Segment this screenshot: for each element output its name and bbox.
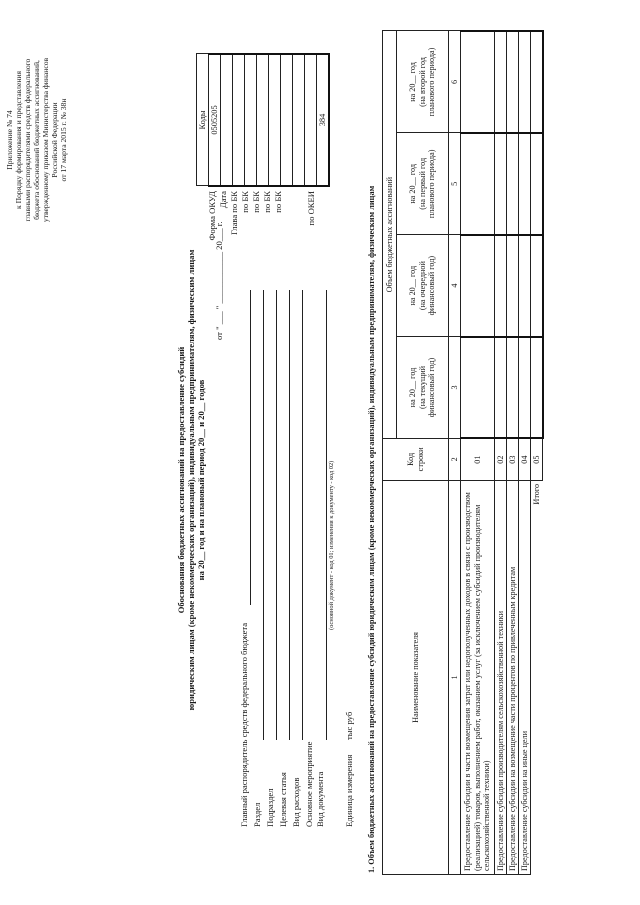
header-line: планового периода) (427, 47, 437, 117)
header-line: (на второй год (417, 57, 427, 107)
codes-header: Коды (197, 54, 209, 186)
header-year-plan-2 (397, 31, 449, 133)
value-cell (519, 133, 531, 235)
title-line-1: Обоснования бюджетных ассигнований на предоставление субсидий (176, 346, 186, 614)
header-line: финансовый год) (427, 255, 437, 316)
value-cell (507, 133, 519, 235)
appendix-block (6, 25, 69, 255)
code-label (295, 191, 306, 295)
row-name: Предоставление субсидии производителям сельскохозяйственной техники (495, 480, 507, 874)
column-number: 1 (449, 480, 461, 874)
code-label: по БК (262, 191, 272, 213)
code-cell (245, 54, 257, 186)
field-line-document-type (326, 290, 327, 740)
field-label-expense-type: Вид расходов (291, 777, 301, 827)
header-indicator-name: Наименование показателя (383, 480, 449, 874)
row-code: 03 (507, 438, 519, 480)
code-label: Глава по БК (229, 191, 239, 236)
field-line-subsection (276, 290, 277, 740)
column-number: 4 (449, 235, 461, 337)
title-line-3: на 20__ год и на плановый период 20__ и 20__ годов (195, 379, 206, 581)
value-cell (531, 31, 543, 133)
value-cell (495, 337, 507, 439)
column-number: 3 (449, 337, 461, 439)
appendix-line: бюджета обоснований бюджетных ассигнований, (31, 60, 41, 220)
code-cell (269, 54, 281, 186)
codes-table (196, 53, 330, 187)
field-line-expense-type (302, 290, 303, 740)
table-row (461, 31, 495, 875)
value-cell (495, 31, 507, 133)
code-cell (293, 54, 305, 186)
code-label: по БК (273, 191, 283, 213)
header-line: (на очередной (417, 261, 427, 311)
value-cell (495, 235, 507, 337)
header-line: на 20__ год (407, 265, 417, 306)
value-cell (507, 31, 519, 133)
header-line: (на текущий (417, 365, 427, 409)
row-name: Предоставление субсидии на иные цели (519, 480, 531, 874)
value-cell (461, 133, 495, 235)
value-cell (531, 337, 543, 439)
code-cell (233, 54, 245, 186)
header-line: (на первый год (417, 157, 427, 210)
code-label: Форма ОКУД (207, 191, 217, 241)
appendix-line: от 17 марта 2015 г. № 38н (58, 98, 68, 182)
code-cell: 384 (317, 54, 330, 186)
value-cell (461, 337, 495, 439)
title-line-2: юридическим лицам (кроме некоммерческих организаций), индивидуальным предпринимателям, физическим лицам (185, 249, 196, 711)
code-cell: 0505205 (209, 54, 221, 186)
column-number: 5 (449, 133, 461, 235)
field-label-target-article: Целевая статья (278, 772, 288, 827)
field-line-main-distributor (250, 290, 251, 605)
column-number: 2 (449, 438, 461, 480)
code-label: Дата (218, 191, 228, 209)
header-row-code: Код строки (383, 438, 449, 480)
row-code: 02 (495, 438, 507, 480)
value-cell (531, 133, 543, 235)
value-cell (531, 235, 543, 337)
unit-value: тыс руб (344, 711, 354, 740)
value-cell (519, 31, 531, 133)
table-row (519, 31, 531, 875)
total-code: 05 (531, 438, 543, 480)
code-label: по БК (240, 191, 250, 213)
header-line: финансовый год) (427, 357, 437, 418)
row-code: 04 (519, 438, 531, 480)
value-cell (519, 235, 531, 337)
row-name: Предоставление субсидии на возмещение части процентов по привлеченным кредитам (507, 480, 519, 874)
header-allocation-group: Объем бюджетных ассигнований (383, 31, 397, 438)
code-labels (196, 191, 317, 295)
value-cell (507, 337, 519, 439)
header-line: на 20__ год (407, 367, 417, 408)
value-cell (461, 31, 495, 133)
appendix-line: главными распорядителями средств федерального (22, 58, 32, 222)
unit-label: Единица измерения (344, 754, 354, 827)
code-label (196, 191, 207, 295)
code-label (284, 191, 295, 295)
document-title (177, 225, 207, 735)
code-label: по БК (251, 191, 261, 213)
table-row (495, 31, 507, 875)
total-row (531, 31, 543, 875)
value-cell (495, 133, 507, 235)
code-label: по ОКЕИ (306, 191, 316, 226)
section-heading: 1. Объем бюджетных ассигнований на предоставление субсидий юридическим лицам (кроме некоммерческих организаций), индивидуальным предпринимателям, физическим лицам (367, 185, 376, 873)
header-line: на 20__ год (407, 62, 417, 102)
header-year-next (397, 235, 449, 337)
appendix-line: Российской Федерации (49, 102, 59, 178)
header-year-plan-1 (397, 133, 449, 235)
field-line-section (263, 290, 264, 740)
code-cell (281, 54, 293, 186)
value-cell (461, 235, 495, 337)
field-label-main-distributor: Главный распорядитель средств федерального бюджета (239, 622, 249, 827)
header-line: планового периода) (427, 149, 437, 219)
row-code: 01 (461, 438, 495, 480)
column-number: 6 (449, 31, 461, 133)
field-label-document-type: Вид документа (315, 771, 325, 827)
row-name: Предоставление субсидии в части возмещения затрат или недополученных доходов в связи с производством (реализацией) товаров, выполнением работ, оказанием услуг (за исключением субсидий производителям сельскохозяйственной техники) (461, 480, 495, 874)
field-label-section: Раздел (252, 802, 262, 827)
field-line-target-article (289, 290, 290, 740)
header-line: на 20__ год (407, 163, 417, 204)
code-cell (221, 54, 233, 186)
appendix-line: Приложение № 74 (5, 110, 14, 170)
column-number-row (449, 31, 461, 875)
budget-table (382, 30, 544, 875)
field-label-subsection: Подраздел (265, 788, 275, 827)
document-date: от " ___ " ____________ 20___ г. (214, 221, 224, 340)
value-cell (507, 235, 519, 337)
total-label: Итого (531, 480, 543, 874)
appendix-line: к Порядку формирования и представления (13, 71, 23, 209)
field-label-main-activity: Основное мероприятие (304, 741, 314, 827)
value-cell (519, 337, 531, 439)
code-cell (257, 54, 269, 186)
code-cell (305, 54, 317, 186)
header-year-current (397, 337, 449, 439)
table-row (507, 31, 519, 875)
document-type-note: (основной документ - код 01; изменения к документу - код 02) (328, 460, 335, 630)
appendix-line: утвержденному приказом Министерства финансов (40, 57, 50, 223)
